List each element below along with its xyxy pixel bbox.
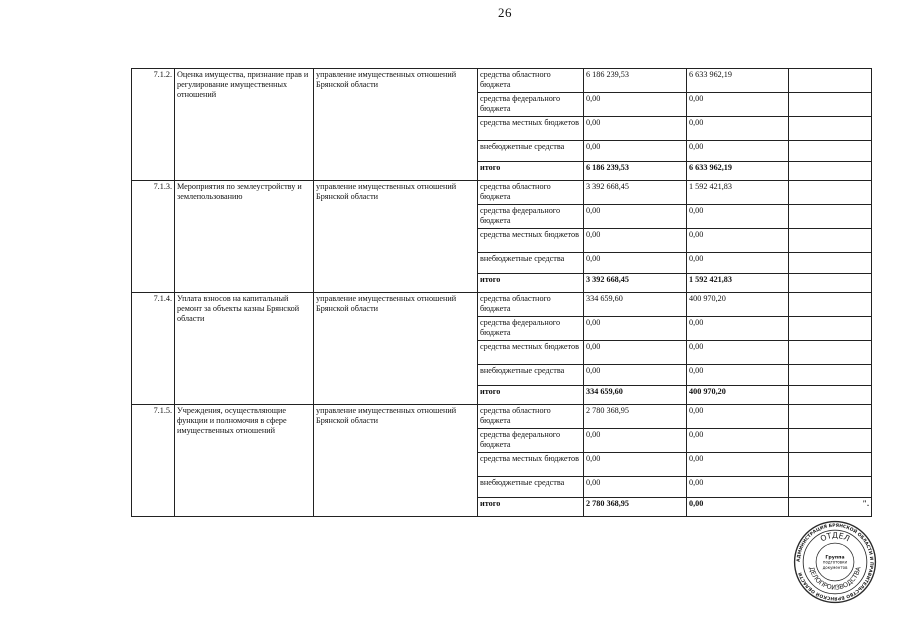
funding-source: средства федерального бюджета: [478, 429, 584, 453]
item-executor: управление имущественных отношений Брянской области: [314, 293, 478, 405]
empty-cell: [789, 229, 872, 253]
empty-cell: [789, 477, 872, 498]
value-year-2: 400 970,20: [687, 386, 789, 405]
funding-source: средства федерального бюджета: [478, 205, 584, 229]
empty-cell: [789, 181, 872, 205]
value-year-2: 6 633 962,19: [687, 69, 789, 93]
item-name: Учреждения, осуществляющие функции и полномочия в сфере имущественных отношений: [175, 405, 314, 517]
empty-cell: [789, 453, 872, 477]
value-year-2: 0,00: [687, 498, 789, 517]
empty-cell: [789, 405, 872, 429]
value-year-1: 0,00: [584, 365, 687, 386]
item-name: Мероприятия по землеустройству и землепользованию: [175, 181, 314, 293]
value-year-1: 3 392 668,45: [584, 181, 687, 205]
empty-cell: [789, 93, 872, 117]
funding-source: средства областного бюджета: [478, 181, 584, 205]
empty-cell: [789, 69, 872, 93]
value-year-2: 1 592 421,83: [687, 181, 789, 205]
value-year-2: 0,00: [687, 229, 789, 253]
table-row: [132, 405, 872, 429]
funding-source: средства федерального бюджета: [478, 93, 584, 117]
value-year-2: 0,00: [687, 205, 789, 229]
item-name: Оценка имущества, признание прав и регулирование имущественных отношений: [175, 69, 314, 181]
item-code: 7.1.2.: [132, 69, 175, 181]
stamp-top-text: ОТДЕЛ: [818, 530, 852, 544]
value-year-1: 0,00: [584, 341, 687, 365]
value-year-1: 3 392 668,45: [584, 274, 687, 293]
value-year-1: 0,00: [584, 429, 687, 453]
funding-source: внебюджетные средства: [478, 477, 584, 498]
stamp-ring-text: АДМИНИСТРАЦИЯ БРЯНСКОЙ ОБЛАСТИ И ПРАВИТЕЛЬСТВО БРЯНСКОЙ ОБЛАСТИ: [796, 523, 874, 601]
funding-source: внебюджетные средства: [478, 253, 584, 274]
value-year-2: 1 592 421,83: [687, 274, 789, 293]
item-code: 7.1.5.: [132, 405, 175, 517]
value-year-1: 0,00: [584, 317, 687, 341]
value-year-2: 0,00: [687, 317, 789, 341]
value-year-1: 2 780 368,95: [584, 498, 687, 517]
value-year-1: 0,00: [584, 229, 687, 253]
table-row: [132, 293, 872, 317]
budget-table: [131, 68, 872, 517]
value-year-1: 6 186 239,53: [584, 69, 687, 93]
funding-source: средства местных бюджетов: [478, 117, 584, 141]
value-year-2: 6 633 962,19: [687, 162, 789, 181]
page-number: 26: [498, 5, 512, 20]
table-row: [132, 181, 872, 205]
empty-cell: [789, 162, 872, 181]
funding-source: внебюджетные средства: [478, 141, 584, 162]
funding-source: итого: [478, 162, 584, 181]
funding-source: средства федерального бюджета: [478, 317, 584, 341]
item-code: 7.1.4.: [132, 293, 175, 405]
empty-cell: [789, 365, 872, 386]
value-year-1: 0,00: [584, 117, 687, 141]
stamp-center-line-1: Группа: [825, 555, 845, 561]
value-year-2: 0,00: [687, 477, 789, 498]
value-year-2: 0,00: [687, 365, 789, 386]
empty-cell: [789, 317, 872, 341]
svg-text:ОТДЕЛ: [819, 531, 852, 544]
stamp-center-line-3: документов: [822, 564, 848, 570]
value-year-2: 0,00: [687, 253, 789, 274]
value-year-2: 400 970,20: [687, 293, 789, 317]
stamp-bottom-text: ДЕЛОПРОИЗВОДСТВА: [807, 565, 863, 592]
value-year-1: 334 659,60: [584, 386, 687, 405]
empty-cell: [789, 253, 872, 274]
value-year-2: 0,00: [687, 405, 789, 429]
empty-cell: [789, 117, 872, 141]
value-year-1: 2 780 368,95: [584, 405, 687, 429]
item-executor: управление имущественных отношений Брянской области: [314, 405, 478, 517]
value-year-1: 0,00: [584, 253, 687, 274]
funding-source: итого: [478, 274, 584, 293]
empty-cell: [789, 205, 872, 229]
empty-cell: [789, 141, 872, 162]
value-year-1: 0,00: [584, 93, 687, 117]
funding-source: итого: [478, 498, 584, 517]
funding-source: внебюджетные средства: [478, 365, 584, 386]
stamp-seal: [792, 519, 878, 605]
funding-source: средства местных бюджетов: [478, 453, 584, 477]
empty-cell: [789, 293, 872, 317]
item-executor: управление имущественных отношений Брянской области: [314, 69, 478, 181]
closing-quote: ".: [862, 499, 869, 508]
table-row: [132, 69, 872, 93]
funding-source: средства местных бюджетов: [478, 229, 584, 253]
value-year-1: 334 659,60: [584, 293, 687, 317]
empty-cell: [789, 498, 872, 517]
value-year-2: 0,00: [687, 117, 789, 141]
value-year-1: 0,00: [584, 205, 687, 229]
funding-source: средства областного бюджета: [478, 69, 584, 93]
stamp-center-line-2: подготовки: [822, 559, 848, 565]
value-year-2: 0,00: [687, 429, 789, 453]
item-code: 7.1.3.: [132, 181, 175, 293]
funding-source: средства местных бюджетов: [478, 341, 584, 365]
value-year-2: 0,00: [687, 341, 789, 365]
item-name: Уплата взносов на капитальный ремонт за объекты казны Брянской области: [175, 293, 314, 405]
empty-cell: [789, 386, 872, 405]
value-year-1: 0,00: [584, 141, 687, 162]
empty-cell: [789, 429, 872, 453]
value-year-1: 6 186 239,53: [584, 162, 687, 181]
empty-cell: [789, 274, 872, 293]
empty-cell: [789, 341, 872, 365]
funding-source: итого: [478, 386, 584, 405]
item-executor: управление имущественных отношений Брянской области: [314, 181, 478, 293]
funding-source: средства областного бюджета: [478, 405, 584, 429]
value-year-2: 0,00: [687, 93, 789, 117]
value-year-2: 0,00: [687, 141, 789, 162]
value-year-2: 0,00: [687, 453, 789, 477]
funding-source: средства областного бюджета: [478, 293, 584, 317]
value-year-1: 0,00: [584, 477, 687, 498]
value-year-1: 0,00: [584, 453, 687, 477]
